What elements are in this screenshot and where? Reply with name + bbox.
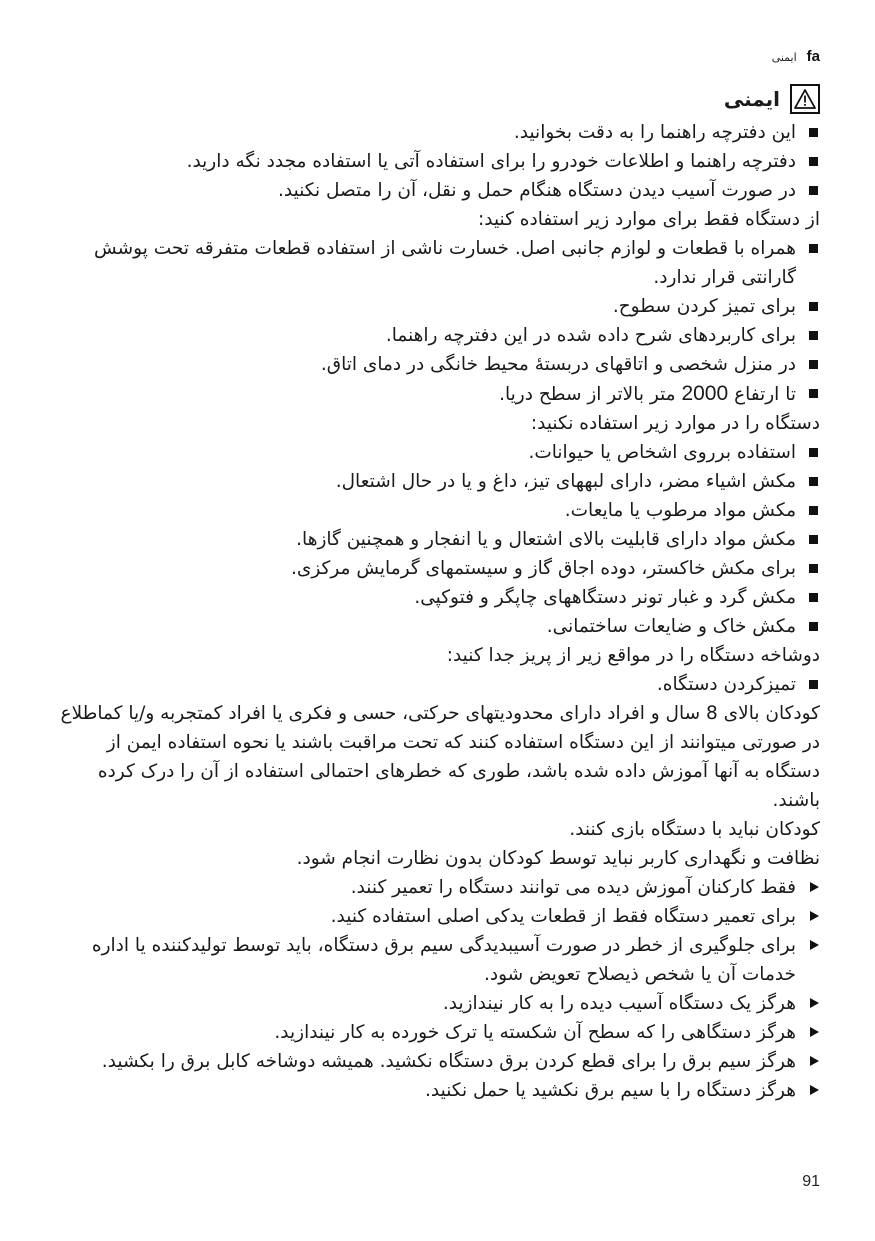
notuse-heading: دستگاه را در موارد زیر استفاده نکنید:	[530, 413, 820, 434]
bullet-square-icon	[809, 389, 818, 398]
list-item: برای تمیز کردن سطوح.	[50, 292, 820, 321]
bullet-square-icon	[809, 477, 818, 486]
list-item: مکش اشیاء مضر، دارای لبههای تیز، داغ و یا در حال اشتعال.	[50, 467, 820, 496]
arrow-bullet-icon	[810, 1027, 819, 1037]
page-number: 91	[802, 1173, 820, 1190]
warning-item: هرگز سیم برق را برای قطع کردن برق دستگاه نکشید. همیشه دوشاخه کابل برق را بکشید.	[50, 1047, 820, 1076]
unplug-heading: دوشاخه دستگاه را در مواقع زیر از پریز جدا کنید:	[446, 645, 820, 666]
warning-item: هرگز دستگاهی را که سطح آن شکسته یا ترک خورده به کار نیندازید.	[50, 1018, 820, 1047]
bullet-square-icon	[809, 244, 818, 253]
bullet-square-icon	[809, 593, 818, 602]
section-name: ایمنی	[771, 51, 797, 64]
arrow-bullet-icon	[810, 998, 819, 1008]
list-item: دفترچه راهنما و اطلاعات خودرو را برای استفاده آتی یا استفاده مجدد نگه دارید.	[50, 147, 820, 176]
cleaning-note: نظافت و نگهداری کاربر نباید توسط کودکان بدون نظارت انجام شود.	[296, 848, 820, 869]
list-item-altitude: تا ارتفاع 2000 متر بالاتر از سطح دریا.	[50, 379, 820, 409]
arrow-bullet-icon	[810, 882, 819, 892]
title-row	[724, 84, 820, 114]
bullet-square-icon	[809, 128, 818, 137]
warning-item: هرگز دستگاه را با سیم برق نکشید یا حمل نکنید.	[50, 1076, 820, 1105]
bullet-square-icon	[809, 680, 818, 689]
bullet-square-icon	[809, 157, 818, 166]
list-item: مکش مواد مرطوب یا مایعات.	[50, 496, 820, 525]
bullet-square-icon	[809, 331, 818, 340]
list-item: مکش مواد دارای قابلیت بالای اشتعال و یا انفجار و همچنین گازها.	[50, 525, 820, 554]
children-play-note: کودکان نباید با دستگاه بازی کنند.	[569, 819, 820, 840]
bullet-square-icon	[809, 302, 818, 311]
list-item: برای کاربردهای شرح داده شده در این دفترچه راهنما.	[50, 321, 820, 350]
page-title: ایمنی	[723, 87, 780, 111]
warning-item: برای تعمیر دستگاه فقط از قطعات یدکی اصلی استفاده کنید.	[50, 902, 820, 931]
list-item: در منزل شخصی و اتاقهای دربستهٔ محیط خانگی در دمای اتاق.	[50, 350, 820, 379]
warning-item: فقط کارکنان آموزش دیده می توانند دستگاه را تعمیر کنند.	[50, 873, 820, 902]
bullet-square-icon	[809, 564, 818, 573]
bullet-square-icon	[809, 506, 818, 515]
children-paragraph: کودکان بالای 8 سال و افراد دارای محدودیتهای حرکتی، حسی و فکری یا افراد کمتجربه و/یا کماطلاع در صورتی میتوانند از این دستگاه استفاده کنند که تحت مراقبت باشند یا نحوه استفاده ایمن از دستگاه به آنها آموزش داده شده باشد، طوری که خطرهای احتمالی استفاده از آن را درک کرده باشند.	[60, 703, 820, 811]
safety-content	[50, 118, 820, 1105]
bullet-square-icon	[809, 448, 818, 457]
list-item: همراه با قطعات و لوازم جانبی اصل. خسارت ناشی از استفاده قطعات متفرقه تحت پوشش گارانتی قرار ندارد.	[50, 234, 820, 292]
language-code: fa	[806, 48, 820, 65]
list-item: این دفترچه راهنما را به دقت بخوانید.	[50, 118, 820, 147]
arrow-bullet-icon	[810, 911, 819, 921]
list-item: استفاده برروی اشخاص یا حیوانات.	[50, 438, 820, 467]
bullet-square-icon	[809, 622, 818, 631]
arrow-bullet-icon	[810, 940, 819, 950]
list-item: تمیزکردن دستگاه.	[50, 670, 820, 699]
use-heading: از دستگاه فقط برای موارد زیر استفاده کنید:	[478, 209, 820, 230]
bullet-square-icon	[809, 535, 818, 544]
page-header	[772, 48, 820, 65]
warning-triangle-icon	[790, 84, 820, 114]
warning-item: برای جلوگیری از خطر در صورت آسیبدیدگی سیم برق دستگاه، باید توسط تولیدکننده یا اداره خدمات آن یا شخص ذیصلاح تعویض شود.	[50, 931, 820, 989]
arrow-bullet-icon	[810, 1056, 819, 1066]
list-item: در صورت آسیب دیدن دستگاه هنگام حمل و نقل، آن را متصل نکنید.	[50, 176, 820, 205]
list-item: مکش خاک و ضایعات ساختمانی.	[50, 612, 820, 641]
arrow-bullet-icon	[810, 1085, 819, 1095]
list-item: مکش گرد و غبار تونر دستگاههای چاپگر و فتوکپی.	[50, 583, 820, 612]
bullet-square-icon	[809, 186, 818, 195]
altitude-value: 2000	[681, 382, 729, 405]
warning-item: هرگز یک دستگاه آسیب دیده را به کار نیندازید.	[50, 989, 820, 1018]
list-item: برای مکش خاکستر، دوده اجاق گاز و سیستمهای گرمایش مرکزی.	[50, 554, 820, 583]
bullet-square-icon	[809, 360, 818, 369]
